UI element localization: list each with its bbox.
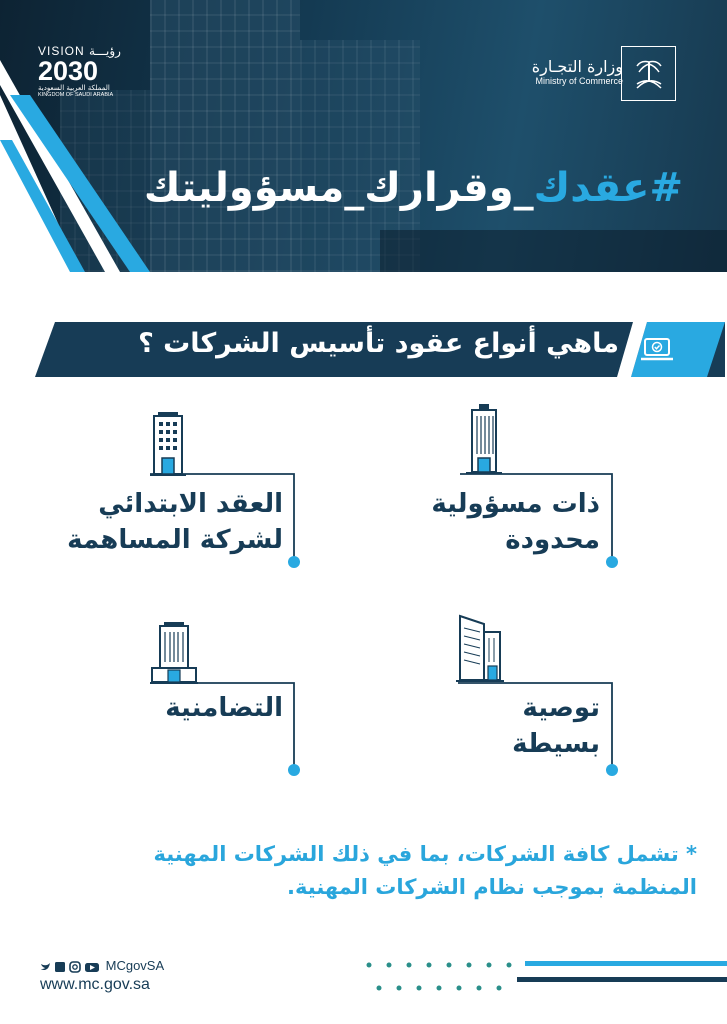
website-link[interactable]: www.mc.gov.sa [40, 976, 150, 993]
ministry-logo-text [532, 58, 623, 86]
tower-building-icon [466, 402, 502, 478]
contract-type-limited-partnership-line1: توصية [522, 693, 600, 723]
palm-swords-emblem-icon [621, 46, 676, 101]
contract-type-general-partnership [165, 690, 283, 726]
laptop-check-icon [639, 336, 675, 364]
contract-type-joint-stock [67, 486, 283, 558]
social-handle-text: MCgovSA [105, 958, 165, 973]
office-building-icon [150, 410, 186, 480]
social-icons [40, 961, 102, 973]
header-banner [0, 0, 727, 272]
contract-type-joint-stock-line2: لشركة المساهمة [67, 525, 283, 555]
vision-year: 2030 [38, 56, 99, 86]
hashtag-title [144, 165, 683, 211]
contract-type-joint-stock-line1: العقد الابتدائي [98, 489, 283, 519]
footnote [7, 838, 697, 904]
columned-building-icon [150, 620, 198, 688]
contract-type-limited-partnership [512, 690, 600, 762]
contract-type-llc [431, 486, 600, 558]
footer-decor [357, 955, 727, 1015]
instagram-icon [70, 962, 80, 972]
hashtag-rest: _وقرارك_مسؤوليتك [143, 165, 534, 211]
contract-type-limited-partnership-line2: بسيطة [512, 729, 600, 759]
header-decor [0, 0, 727, 272]
vision-country-ar: المملكة العربية السعودية [38, 84, 110, 92]
contract-type-llc-line2: محدودة [505, 525, 600, 555]
twin-buildings-icon [456, 612, 504, 686]
hashtag-highlight: #عقدك [533, 165, 683, 211]
ministry-name-en: Ministry of Commerce [535, 76, 623, 86]
twitter-icon [41, 963, 50, 970]
footnote-line2: المنظمة بموجب نظام الشركات المهنية. [287, 875, 697, 899]
vision-country-en: KINGDOM OF SAUDI ARABIA [38, 92, 114, 98]
contract-type-general-partnership-line1: التضامنية [165, 693, 283, 723]
facebook-icon [55, 962, 65, 972]
ministry-name-ar: وزارة التجـارة [531, 57, 623, 76]
footnote-line1: * تشمل كافة الشركات، بما في ذلك الشركات المهنية [153, 842, 697, 866]
vision-label: VISION رؤيـــة [38, 44, 121, 58]
contract-type-llc-line1: ذات مسؤولية [431, 489, 600, 519]
question-heading: ماهي أنواع عقود تأسيس الشركات ؟ [138, 328, 619, 359]
social-handle [40, 958, 164, 973]
vision-2030-logo [38, 44, 130, 98]
